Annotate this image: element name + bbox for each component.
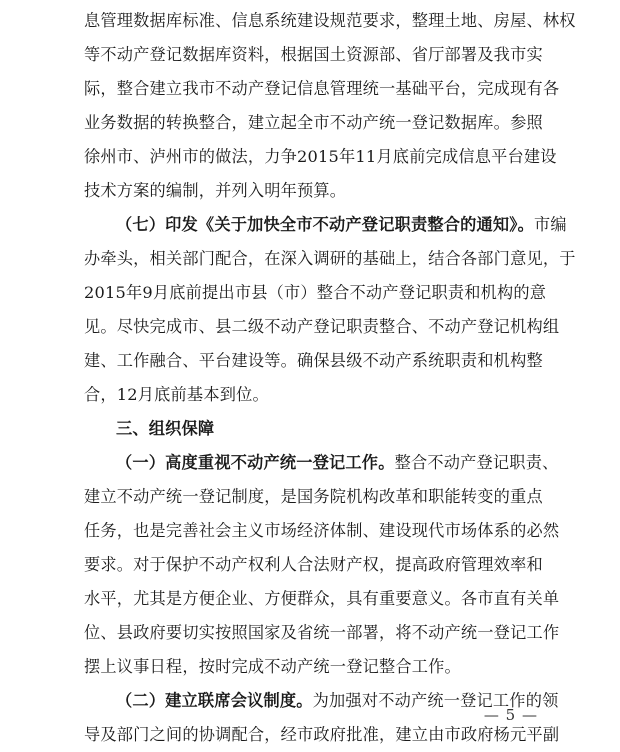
- text-line: [84, 72, 560, 106]
- body-text: [84, 4, 576, 752]
- text-span: 整合不动产登记职责、: [394, 453, 559, 472]
- subsection-one-title: （一）高度重视不动产统一登记工作。: [116, 453, 395, 472]
- text-line: [84, 4, 576, 38]
- text-span: 见。尽快完成市、县二级不动产登记职责整合、不动产登记机构组: [84, 317, 560, 336]
- text-span: 建、工作融合、平台建设等。确保县级不动产系统职责和机构整: [84, 351, 543, 370]
- text-span: 水平，尤其是方便企业、方便群众，具有重要意义。各市直有关单: [84, 589, 560, 608]
- text-line: [84, 650, 540, 684]
- text-span: 业务数据的转换整合，建立起全市不动产统一登记数据库。参照: [84, 113, 543, 132]
- subsection-one-line: [84, 446, 559, 480]
- page-number: — 5 —: [483, 706, 538, 724]
- text-span: 建立不动产统一登记制度，是国务院机构改革和职能转变的重点: [84, 487, 543, 506]
- text-span: 任务，也是完善社会主义市场经济体制、建设现代市场体系的必然: [84, 521, 560, 540]
- text-span: 办牵头，相关部门配合，在深入调研的基础上，结合各部门意见，于: [84, 249, 576, 268]
- text-line: [84, 344, 543, 378]
- text-line: [84, 174, 540, 208]
- text-line: [84, 718, 560, 752]
- text-span: 摆上议事日程，按时完成不动产统一登记整合工作。: [84, 657, 461, 676]
- text-line: [84, 616, 560, 650]
- text-span: 要求。对于保护不动产权利人合法财产权，提高政府管理效率和: [84, 555, 543, 574]
- text-span: 位、县政府要切实按照国家及省统一部署，将不动产统一登记工作: [84, 623, 560, 642]
- text-span: 息管理数据库标准、信息系统建设规范要求，整理土地、房屋、林权: [84, 11, 576, 30]
- text-line: [84, 242, 576, 276]
- text-line: [84, 310, 560, 344]
- text-span: 合，12月底前基本到位。: [84, 385, 269, 404]
- text-span: 等不动产登记数据库资料，根据国土资源部、省厅部署及我市实: [84, 45, 543, 64]
- text-line: [84, 582, 560, 616]
- text-line: [84, 38, 543, 72]
- text-line: [84, 276, 547, 310]
- section-seven-line: [84, 208, 567, 242]
- subsection-two-line: [84, 684, 559, 718]
- text-span: 技术方案的编制，并列入明年预算。: [84, 181, 347, 200]
- text-span: 2015年9月底前提出市县（市）整合不动产登记职责和机构的意: [84, 283, 547, 302]
- section-heading-line: [84, 412, 540, 446]
- text-span: 徐州市、泸州市的做法，力争2015年11月底前完成信息平台建设: [84, 147, 557, 166]
- text-span: 际，整合建立我市不动产登记信息管理统一基础平台，完成现有各: [84, 79, 560, 98]
- text-line: [84, 514, 560, 548]
- text-line: [84, 140, 557, 174]
- section-heading: 三、组织保障: [116, 419, 215, 438]
- text-span: 市编: [533, 215, 567, 234]
- text-line: [84, 548, 543, 582]
- section-seven-title: （七）印发《关于加快全市不动产登记职责整合的通知》。: [116, 215, 534, 234]
- text-line: [84, 106, 543, 140]
- text-line: [84, 480, 543, 514]
- text-line: [84, 378, 540, 412]
- text-span: 为加强对不动产统一登记工作的领: [312, 691, 559, 710]
- subsection-two-title: （二）建立联席会议制度。: [116, 691, 313, 710]
- text-span: 导及部门之间的协调配合，经市政府批准，建立由市政府杨元平副: [84, 725, 560, 744]
